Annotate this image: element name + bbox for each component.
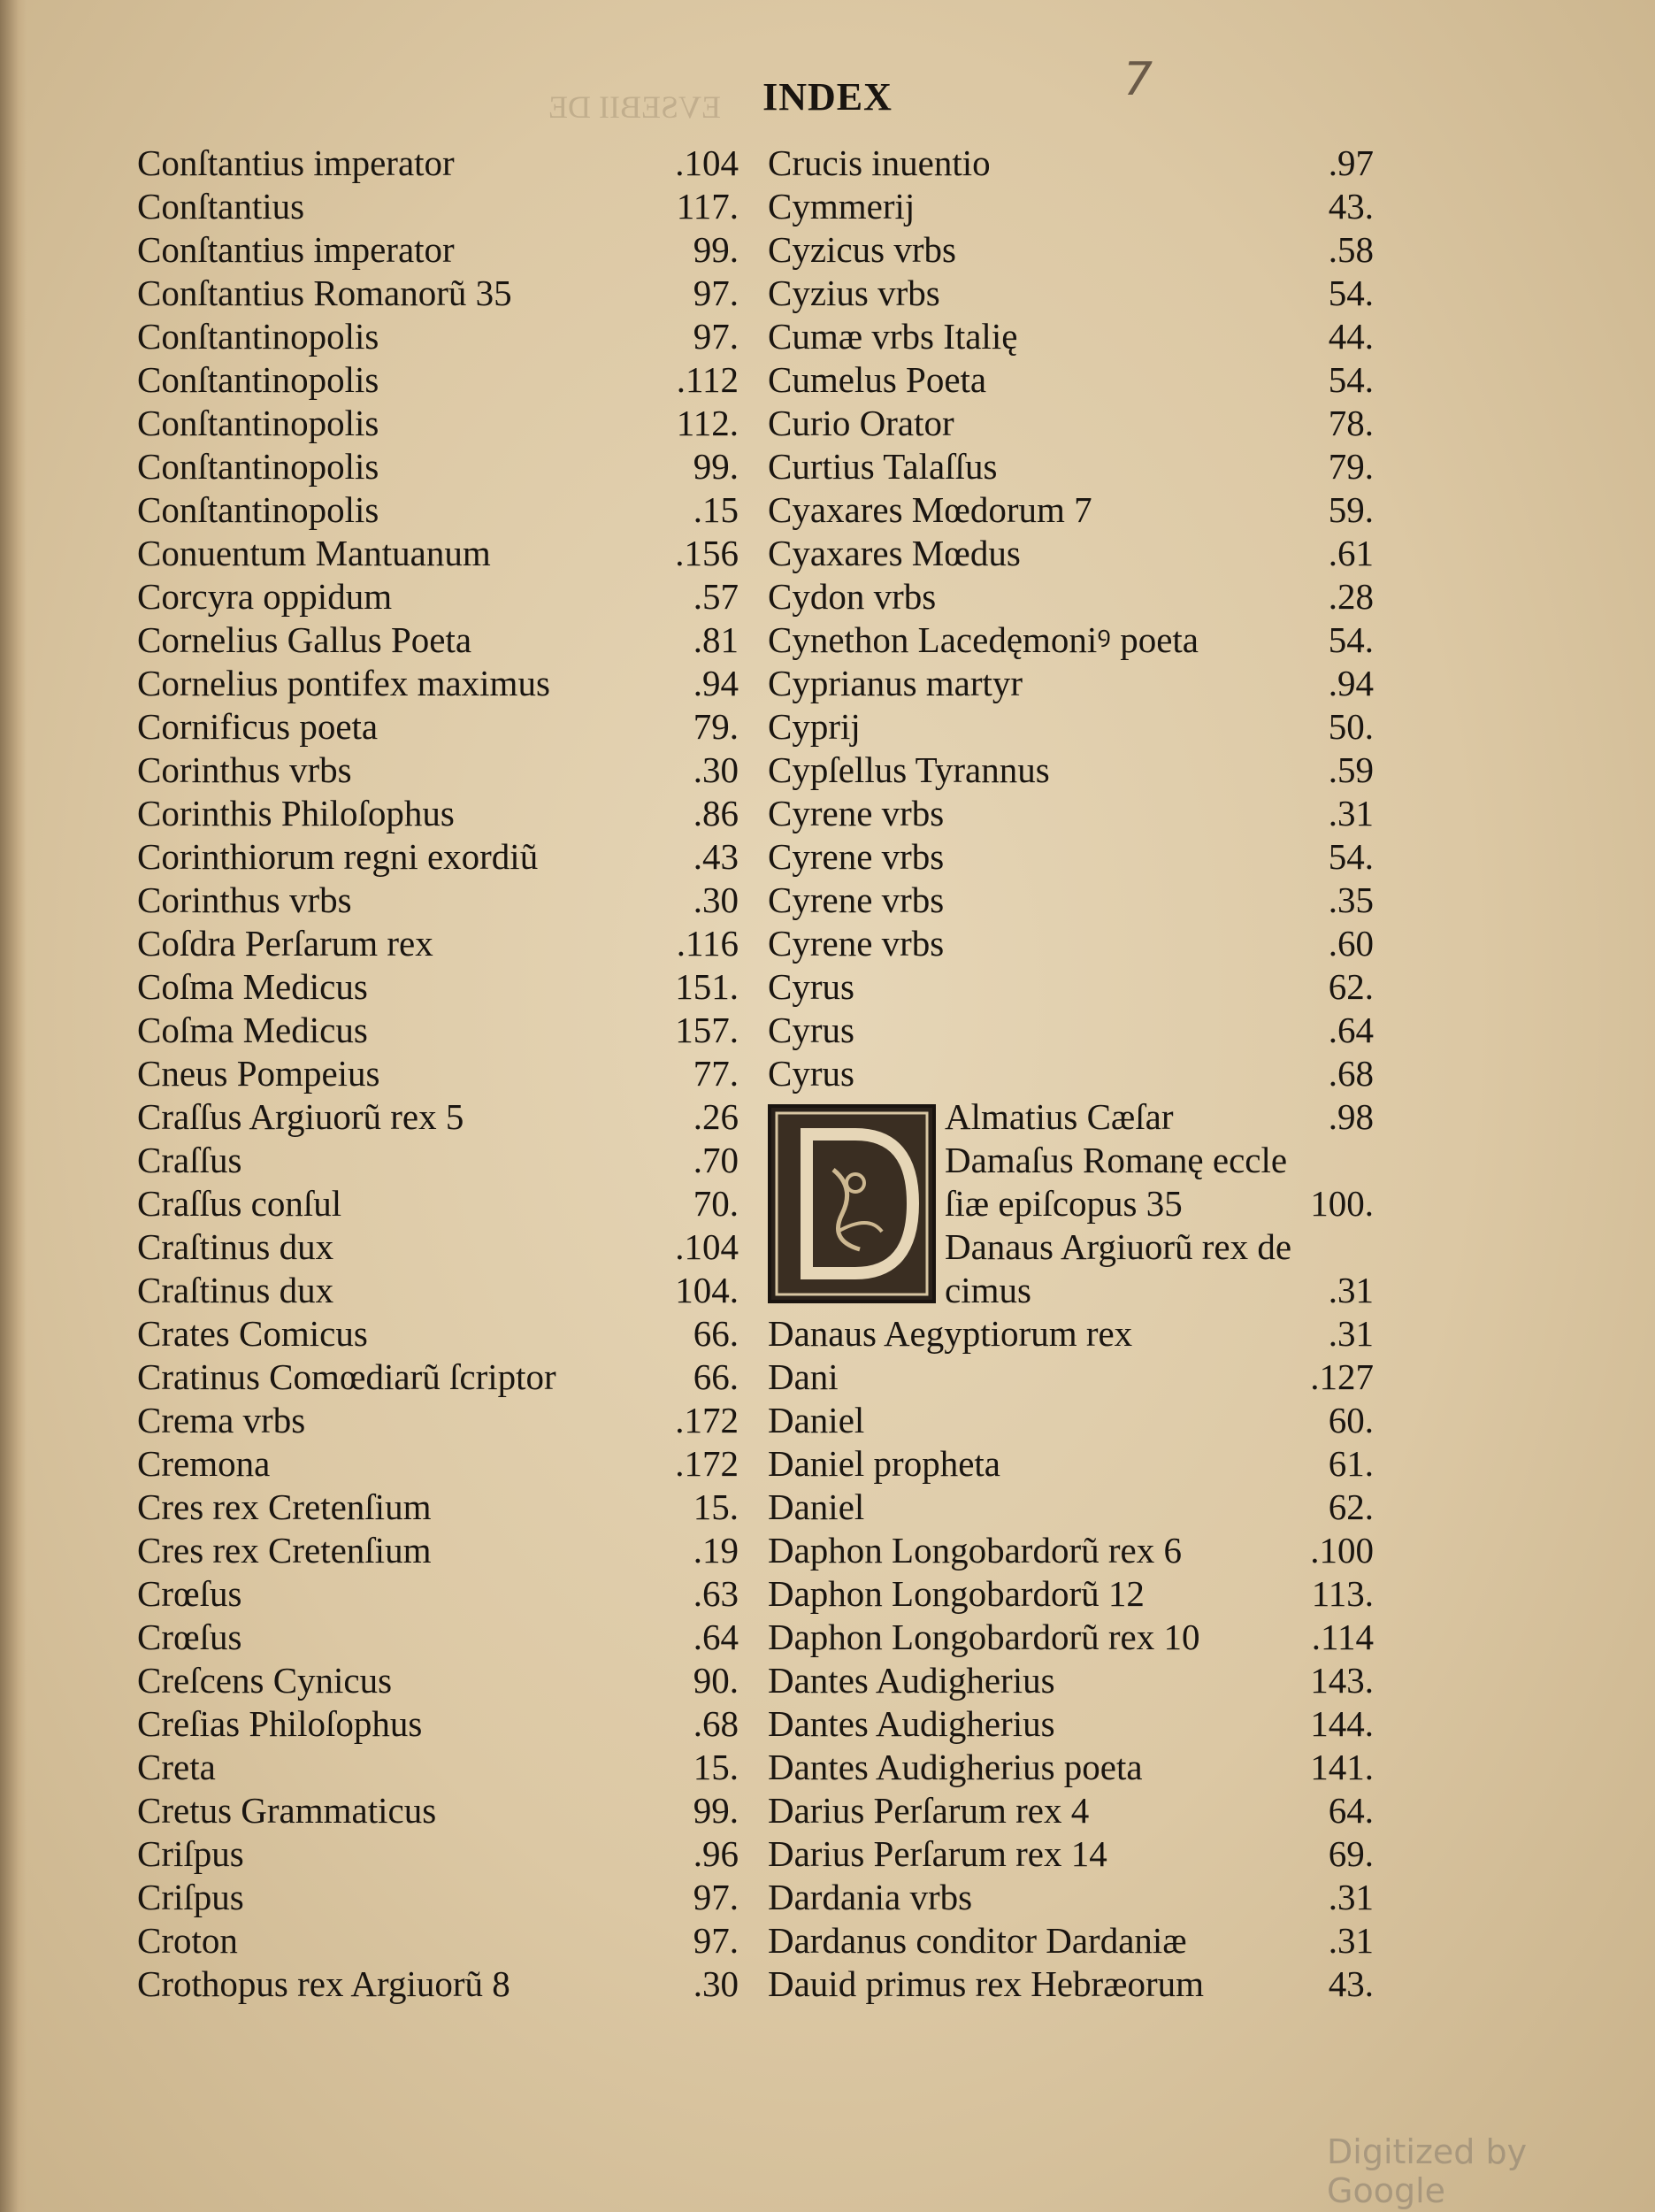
entry-name: Conſtantius imperator [137, 142, 455, 183]
entry-name: Daphon Longobardorũ 12 [768, 1573, 1145, 1614]
entry-name: Croton [137, 1920, 238, 1961]
entry-name: Conſtantius Romanorũ 35 [137, 273, 512, 313]
index-entry [768, 1052, 1374, 1095]
entry-name: Criſpus [137, 1877, 244, 1917]
entry-name: Craſtinus dux [137, 1270, 334, 1310]
entry-name: Crates Comicus [137, 1313, 368, 1354]
entry-page-number: 69. [1328, 1833, 1374, 1874]
index-entry [768, 1832, 1374, 1876]
index-entry [137, 965, 739, 1009]
index-entry [137, 1052, 739, 1095]
entry-page-number: .31 [1328, 793, 1374, 833]
entry-name: Coſma Medicus [137, 1010, 368, 1050]
index-entry [137, 272, 739, 315]
entry-name: Conſtantius [137, 186, 305, 227]
index-entry [137, 1919, 739, 1962]
entry-name: Cyrene vrbs [768, 836, 945, 877]
index-entry [137, 1832, 739, 1876]
index-entry [137, 1182, 739, 1225]
page-edge [0, 0, 27, 2212]
entry-name: Conſtantinopolis [137, 403, 379, 443]
entry-name: Cumelus Poeta [768, 359, 987, 400]
decorated-initial-d-icon [768, 1104, 936, 1303]
entry-page-number: 79. [693, 706, 739, 747]
index-entry [768, 272, 1374, 315]
entry-page-number: .98 [1328, 1096, 1374, 1137]
index-entry [137, 835, 739, 879]
entry-page-number: 97. [693, 1877, 739, 1917]
entry-page-number: 151. [675, 966, 739, 1007]
entry-page-number: .100 [1310, 1530, 1374, 1571]
index-entry [137, 1702, 739, 1746]
entry-name: Curtius Talaſſus [768, 446, 998, 487]
index-entry [137, 315, 739, 358]
entry-name: Cymmerij [768, 186, 916, 227]
entry-page-number: 64. [1328, 1790, 1374, 1831]
index-entry [768, 1399, 1374, 1442]
index-entry [945, 1269, 1374, 1312]
entry-name: Cynethon Lacedęmoniꝰ poeta [768, 619, 1199, 660]
index-entry [137, 1442, 739, 1486]
entry-page-number: .28 [1328, 576, 1374, 617]
entry-page-number: 66. [693, 1356, 739, 1397]
entry-name: Cres rex Cretenſium [137, 1530, 432, 1571]
entry-page-number: 144. [1310, 1703, 1374, 1744]
entry-page-number: .30 [693, 749, 739, 790]
entry-page-number: .19 [693, 1530, 739, 1571]
index-entry [137, 185, 739, 228]
entry-name: Cyprij [768, 706, 861, 747]
entry-name: Conſtantinopolis [137, 489, 379, 530]
d-section [768, 1095, 1374, 1312]
entry-page-number: .35 [1328, 879, 1374, 920]
entry-name: Conſtantinopolis [137, 446, 379, 487]
entry-name: Daphon Longobardorũ rex 10 [768, 1617, 1200, 1657]
entry-page-number: .31 [1328, 1877, 1374, 1917]
entry-page-number: .64 [1328, 1010, 1374, 1050]
entry-page-number: 117. [676, 186, 739, 227]
entry-page-number: 70. [693, 1183, 739, 1224]
entry-name: Daphon Longobardorũ rex 6 [768, 1530, 1182, 1571]
entry-name: Crothopus rex Argiuorũ 8 [137, 1963, 510, 2004]
entry-page-number: 97. [693, 316, 739, 357]
entry-page-number: .68 [693, 1703, 739, 1744]
entry-page-number: 61. [1328, 1443, 1374, 1484]
entry-page-number: 97. [693, 273, 739, 313]
entry-page-number: .58 [1328, 229, 1374, 270]
entry-page-number: 54. [1328, 359, 1374, 400]
entry-page-number: 60. [1328, 1400, 1374, 1440]
entry-name: Daniel propheta [768, 1443, 1000, 1484]
index-entry [137, 1269, 739, 1312]
entry-page-number: 59. [1328, 489, 1374, 530]
entry-page-number: .94 [693, 663, 739, 703]
entry-name: Dantes Audigherius [768, 1703, 1055, 1744]
entry-page-number: .68 [1328, 1053, 1374, 1094]
entry-page-number: 97. [693, 1920, 739, 1961]
index-entry [137, 922, 739, 965]
entry-name: Danaus Aegyptiorum rex [768, 1313, 1133, 1354]
entry-page-number: .63 [693, 1573, 739, 1614]
index-entry [137, 1659, 739, 1702]
entry-name: Cyrene vrbs [768, 879, 945, 920]
index-entry [137, 1486, 739, 1529]
index-entry [768, 1572, 1374, 1616]
index-entry [768, 1312, 1374, 1356]
index-entry [137, 1789, 739, 1832]
entry-page-number: 54. [1328, 619, 1374, 660]
entry-page-number: .61 [1328, 533, 1374, 573]
entry-page-number: 62. [1328, 966, 1374, 1007]
entry-name: Darius Perſarum rex 14 [768, 1833, 1107, 1874]
entry-page-number: .172 [675, 1400, 739, 1440]
entry-name: ſiæ epiſcopus 35 [945, 1183, 1183, 1224]
index-entry [768, 1919, 1374, 1962]
entry-page-number: 112. [676, 403, 739, 443]
right-column-bottom-entries [768, 1312, 1374, 2006]
entry-name: Dantes Audigherius poeta [768, 1747, 1143, 1787]
index-entry [945, 1182, 1374, 1225]
index-entry [768, 662, 1374, 705]
entry-name: Cornelius pontifex maximus [137, 663, 550, 703]
bleed-through-text: EVSEBII DE [548, 89, 721, 125]
entry-page-number: 79. [1328, 446, 1374, 487]
index-entry [768, 1009, 1374, 1052]
index-entry [137, 1139, 739, 1182]
entry-page-number: .30 [693, 1963, 739, 2004]
entry-page-number: 54. [1328, 836, 1374, 877]
entry-name: Corinthiorum regni exordiũ [137, 836, 539, 877]
entry-name: Craſſus [137, 1140, 242, 1180]
entry-page-number: 99. [693, 1790, 739, 1831]
index-entry [137, 1572, 739, 1616]
entry-page-number: 54. [1328, 273, 1374, 313]
d-section-entries [945, 1095, 1374, 1312]
entry-name: Curio Orator [768, 403, 954, 443]
entry-page-number: .97 [1328, 142, 1374, 183]
entry-page-number: 66. [693, 1313, 739, 1354]
entry-name: Cremona [137, 1443, 271, 1484]
entry-name: Dardanus conditor Dardaniæ [768, 1920, 1187, 1961]
index-entry [768, 1876, 1374, 1919]
entry-name: Criſpus [137, 1833, 244, 1874]
entry-page-number: 99. [693, 446, 739, 487]
entry-name: Craſtinus dux [137, 1226, 334, 1267]
entry-name: Cyrus [768, 1053, 854, 1094]
index-entry [137, 1356, 739, 1399]
entry-name: Corcyra oppidum [137, 576, 393, 617]
index-entry [768, 142, 1374, 185]
entry-name: Cneus Pompeius [137, 1053, 380, 1094]
index-entry [768, 1529, 1374, 1572]
index-entry [768, 879, 1374, 922]
entry-page-number: .86 [693, 793, 739, 833]
entry-name: Corinthus vrbs [137, 749, 352, 790]
entry-name: Conſtantinopolis [137, 359, 379, 400]
entry-name: Cornificus poeta [137, 706, 379, 747]
entry-name: Darius Perſarum rex 4 [768, 1790, 1090, 1831]
page-title: INDEX [762, 75, 893, 119]
entry-name: Dardania vrbs [768, 1877, 973, 1917]
index-entry [137, 1746, 739, 1789]
index-entry [137, 1962, 739, 2006]
index-entry [137, 1225, 739, 1269]
entry-name: Daniel [768, 1400, 865, 1440]
entry-name: Almatius Cæſar [945, 1096, 1174, 1137]
right-column-top-entries [768, 142, 1374, 1095]
entry-page-number: .96 [693, 1833, 739, 1874]
entry-page-number: .116 [676, 923, 739, 964]
entry-name: Cyrene vrbs [768, 793, 945, 833]
entry-name: Cornelius Gallus Poeta [137, 619, 472, 660]
index-entry [137, 575, 739, 618]
index-entry [945, 1225, 1374, 1269]
index-entry [137, 142, 739, 185]
index-entry [768, 965, 1374, 1009]
entry-page-number: .57 [693, 576, 739, 617]
entry-page-number: 15. [693, 1747, 739, 1787]
index-entry [768, 1702, 1374, 1746]
entry-page-number: .31 [1328, 1920, 1374, 1961]
index-entry [768, 1746, 1374, 1789]
entry-name: Craſſus Argiuorũ rex 5 [137, 1096, 464, 1137]
index-entry [137, 1529, 739, 1572]
entry-name: cimus [945, 1270, 1031, 1310]
entry-page-number: .104 [675, 1226, 739, 1267]
entry-page-number: 157. [675, 1010, 739, 1050]
entry-name: Cumæ vrbs Italię [768, 316, 1018, 357]
entry-page-number: 50. [1328, 706, 1374, 747]
entry-name: Danaus Argiuorũ rex de [945, 1226, 1292, 1267]
index-entry [768, 575, 1374, 618]
entry-name: Dantes Audigherius [768, 1660, 1055, 1701]
entry-page-number: .60 [1328, 923, 1374, 964]
index-entry [768, 749, 1374, 792]
index-entry [768, 228, 1374, 272]
entry-name: Damaſus Romanę eccle [945, 1140, 1288, 1180]
entry-name: Crema vrbs [137, 1400, 306, 1440]
entry-page-number: .94 [1328, 663, 1374, 703]
index-entry [768, 445, 1374, 488]
entry-name: Cyzius vrbs [768, 273, 940, 313]
index-entry [137, 662, 739, 705]
index-entry [768, 705, 1374, 749]
entry-name: Cyprianus martyr [768, 663, 1023, 703]
entry-name: Conſtantius imperator [137, 229, 455, 270]
entry-name: Crœſus [137, 1617, 242, 1657]
entry-name: Cratinus Comœdiarũ ſcriptor [137, 1356, 556, 1397]
index-entry [768, 1789, 1374, 1832]
entry-name: Cyzicus vrbs [768, 229, 956, 270]
entry-page-number: .43 [693, 836, 739, 877]
entry-name: Cyaxares Mœdorum 7 [768, 489, 1092, 530]
entry-name: Cyaxares Mœdus [768, 533, 1021, 573]
entry-name: Dauid primus rex Hebræorum [768, 1963, 1205, 2004]
entry-name: Conuentum Mantuanum [137, 533, 491, 573]
entry-name: Cres rex Cretenſium [137, 1486, 432, 1527]
index-entry [768, 1486, 1374, 1529]
entry-name: Corinthus vrbs [137, 879, 352, 920]
index-entry [768, 185, 1374, 228]
index-entry [137, 705, 739, 749]
entry-page-number: .112 [676, 359, 739, 400]
entry-name: Creta [137, 1747, 216, 1787]
index-entry [137, 1009, 739, 1052]
index-entry [137, 402, 739, 445]
index-entry [137, 1399, 739, 1442]
entry-page-number: 141. [1310, 1747, 1374, 1787]
index-entry [137, 618, 739, 662]
index-entry [137, 1312, 739, 1356]
entry-page-number: .172 [675, 1443, 739, 1484]
entry-page-number: 100. [1310, 1183, 1374, 1224]
entry-page-number: 104. [675, 1270, 739, 1310]
entry-name: Corinthis Philoſophus [137, 793, 455, 833]
entry-page-number: 90. [693, 1660, 739, 1701]
index-entry [768, 315, 1374, 358]
entry-page-number: .59 [1328, 749, 1374, 790]
entry-name: Creſcens Cynicus [137, 1660, 393, 1701]
folio-number: 7 [1123, 53, 1153, 106]
entry-page-number: .81 [693, 619, 739, 660]
entry-page-number: .30 [693, 879, 739, 920]
entry-page-number: 15. [693, 1486, 739, 1527]
entry-page-number: 77. [693, 1053, 739, 1094]
entry-name: Cydon vrbs [768, 576, 937, 617]
index-entry [137, 358, 739, 402]
entry-page-number: 43. [1328, 186, 1374, 227]
index-entry [945, 1095, 1374, 1139]
index-entry [768, 922, 1374, 965]
index-entry [768, 1616, 1374, 1659]
entry-page-number: .104 [675, 142, 739, 183]
index-entry [137, 879, 739, 922]
index-entry [137, 445, 739, 488]
entry-name: Craſſus conſul [137, 1183, 342, 1224]
index-entry [768, 618, 1374, 662]
entry-name: Creſias Philoſophus [137, 1703, 423, 1744]
index-entry [768, 1356, 1374, 1399]
entry-name: Crœſus [137, 1573, 242, 1614]
entry-name: Coſma Medicus [137, 966, 368, 1007]
entry-name: Dani [768, 1356, 839, 1397]
index-entry [137, 792, 739, 835]
index-entry [768, 835, 1374, 879]
entry-page-number: .26 [693, 1096, 739, 1137]
entry-page-number: 78. [1328, 403, 1374, 443]
entry-page-number: .70 [693, 1140, 739, 1180]
index-entry [768, 792, 1374, 835]
index-entry [768, 402, 1374, 445]
entry-name: Cyrene vrbs [768, 923, 945, 964]
index-entry [768, 1442, 1374, 1486]
index-entry [137, 1616, 739, 1659]
index-entry [768, 358, 1374, 402]
index-entry [137, 228, 739, 272]
left-index-column [137, 142, 739, 2006]
right-index-column [768, 142, 1374, 2006]
entry-page-number: 99. [693, 229, 739, 270]
index-entry [137, 1095, 739, 1139]
entry-name: Cyrus [768, 966, 854, 1007]
entry-page-number: .15 [693, 489, 739, 530]
entry-page-number: .64 [693, 1617, 739, 1657]
index-entry [137, 488, 739, 532]
entry-page-number: 43. [1328, 1963, 1374, 2004]
entry-page-number: .31 [1328, 1270, 1374, 1310]
entry-name: Cyrus [768, 1010, 854, 1050]
entry-page-number: 113. [1311, 1573, 1374, 1614]
digitization-watermark: Digitized by Google [1327, 2132, 1528, 2210]
entry-name: Cypſellus Tyrannus [768, 749, 1050, 790]
entry-page-number: 62. [1328, 1486, 1374, 1527]
entry-page-number: .127 [1310, 1356, 1374, 1397]
entry-page-number: .156 [675, 533, 739, 573]
index-entry [137, 1876, 739, 1919]
index-entry [768, 532, 1374, 575]
entry-page-number: .31 [1328, 1313, 1374, 1354]
index-entry [945, 1139, 1374, 1182]
entry-page-number: .114 [1311, 1617, 1374, 1657]
entry-page-number: 44. [1328, 316, 1374, 357]
index-entry [768, 1659, 1374, 1702]
index-entry [137, 749, 739, 792]
entry-name: Coſdra Perſarum rex [137, 923, 433, 964]
entry-name: Cretus Grammaticus [137, 1790, 437, 1831]
index-entry [768, 488, 1374, 532]
entry-name: Conſtantinopolis [137, 316, 379, 357]
entry-page-number: 143. [1310, 1660, 1374, 1701]
entry-name: Daniel [768, 1486, 865, 1527]
entry-name: Crucis inuentio [768, 142, 991, 183]
index-entry [137, 532, 739, 575]
index-entry [768, 1962, 1374, 2006]
